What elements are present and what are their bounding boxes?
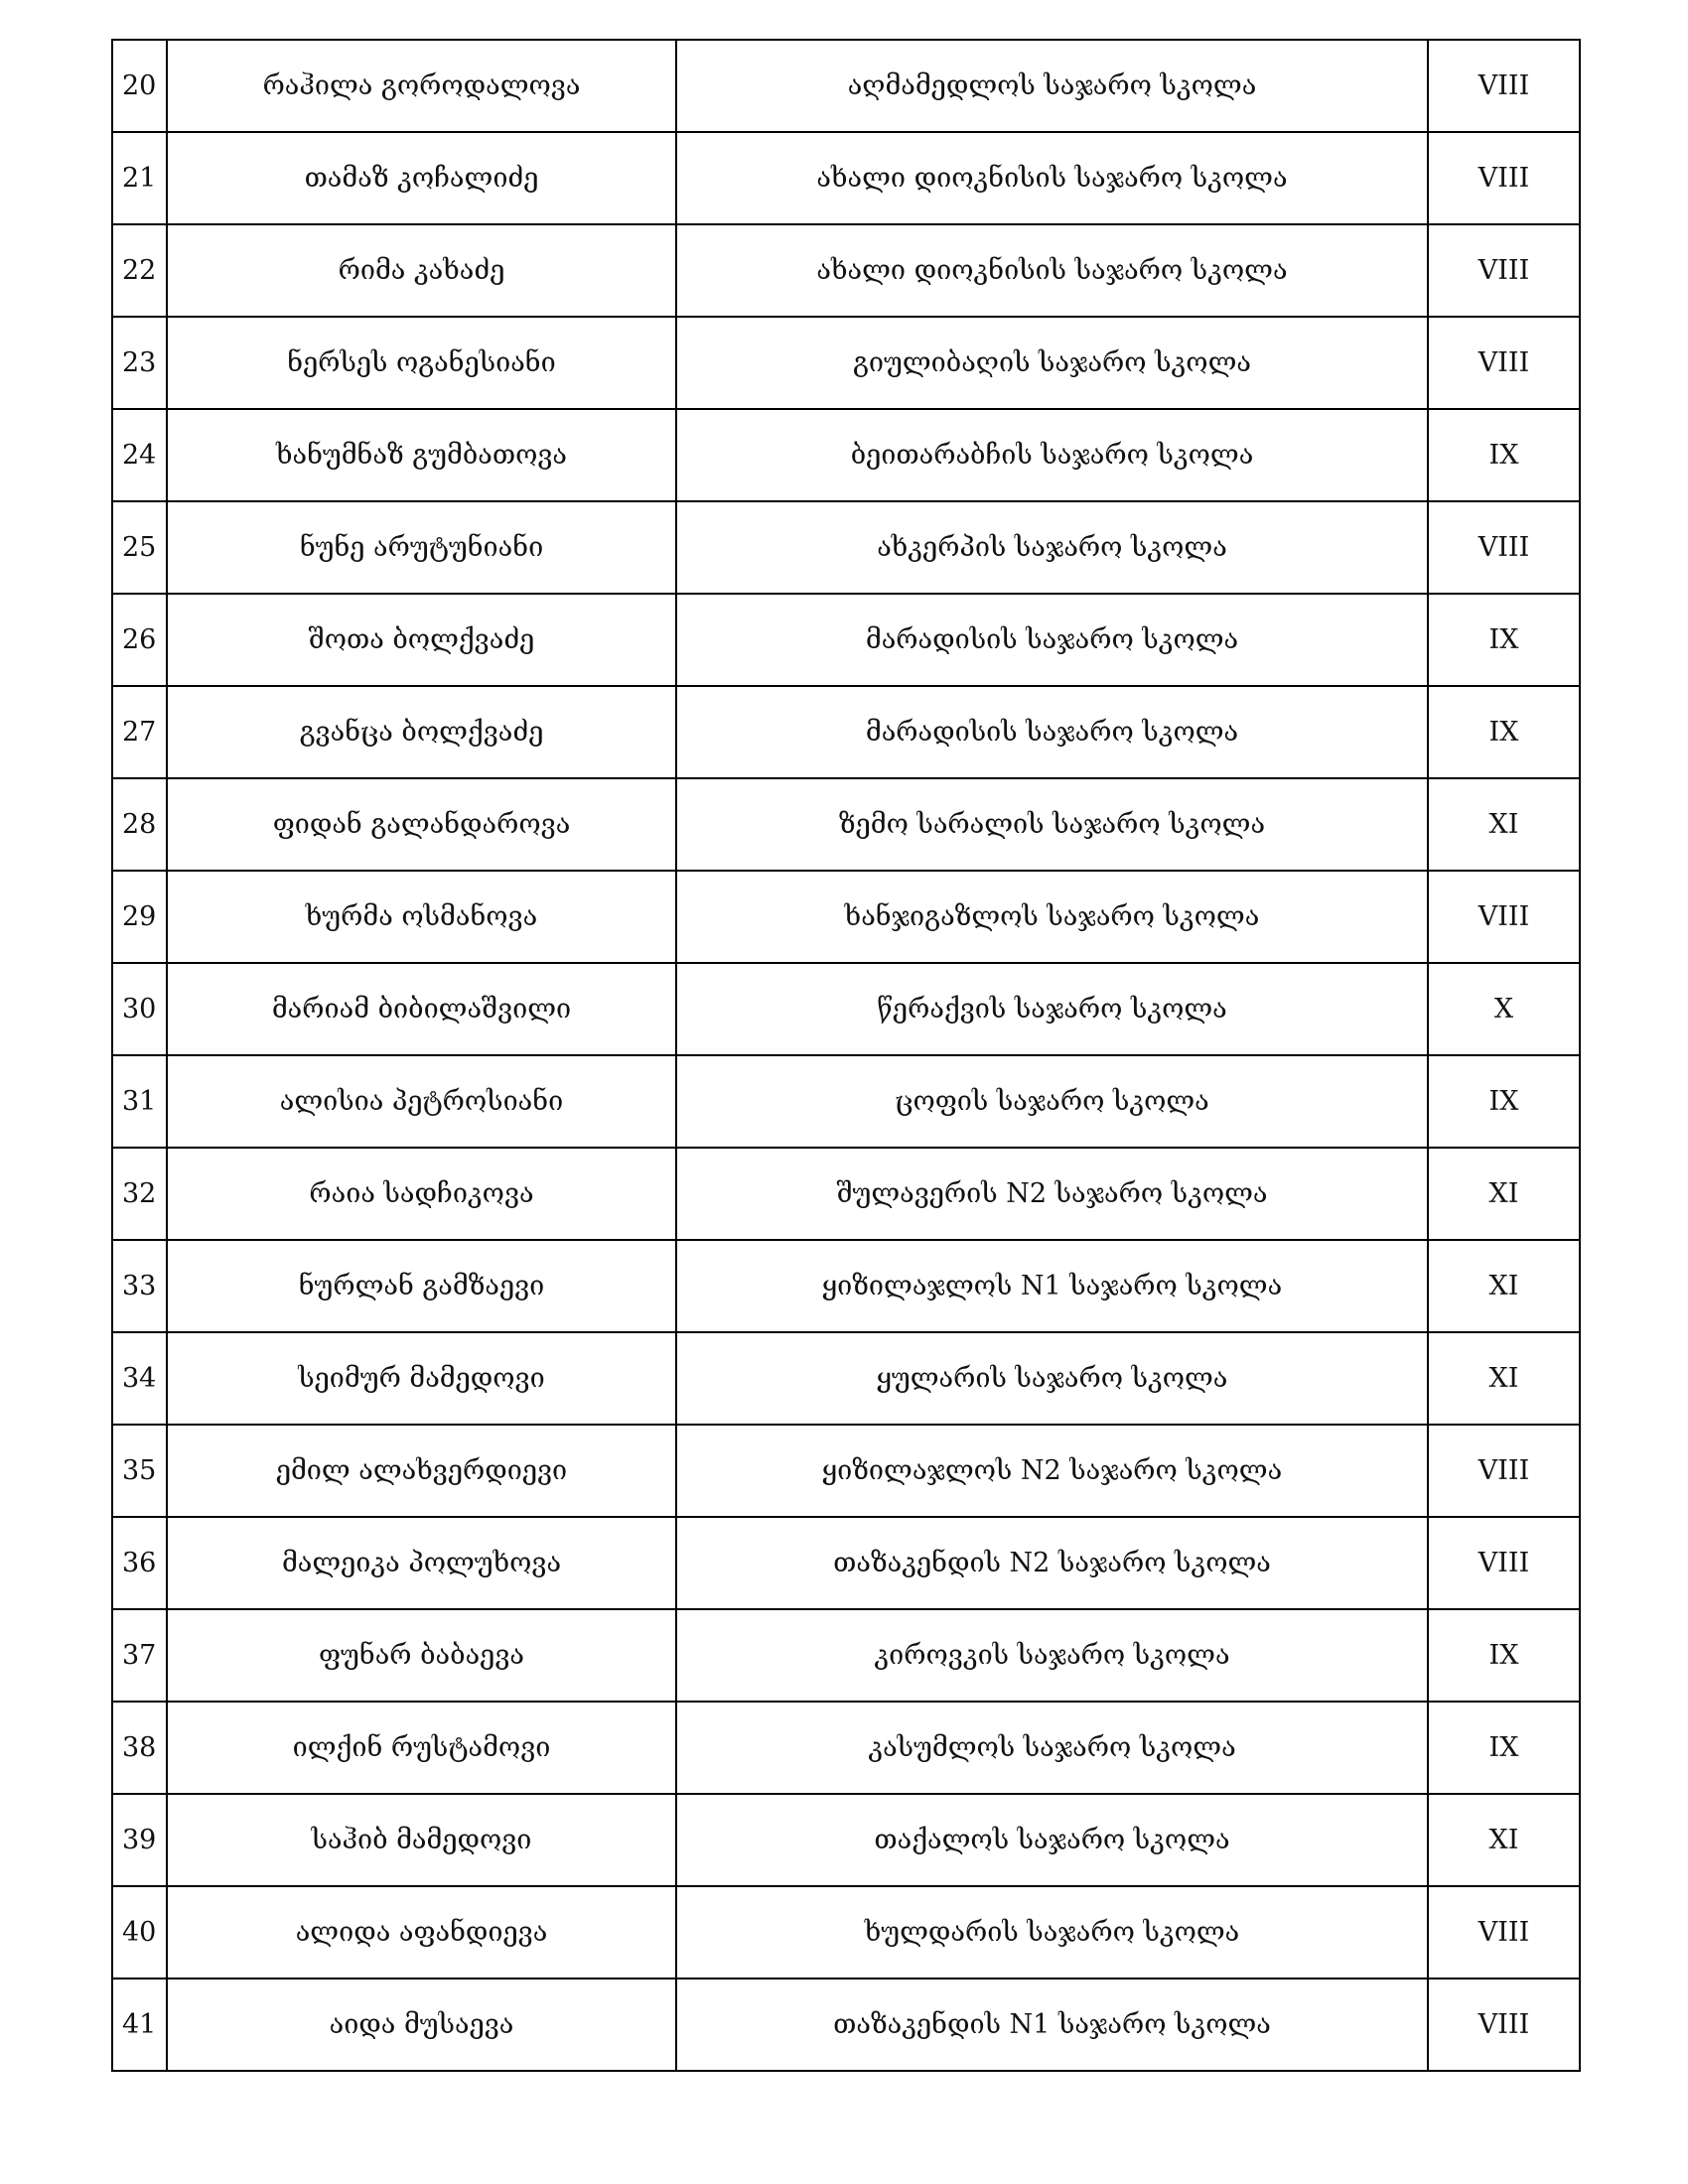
- school-name-cell: თაზაკენდის N2 საჯარო სკოლა: [676, 1517, 1428, 1609]
- table-row: [112, 1979, 1580, 2071]
- student-name-cell: ნურლან გამზაევი: [167, 1240, 676, 1332]
- row-number-cell: 29: [112, 871, 167, 963]
- table-row: [112, 501, 1580, 594]
- row-number-cell: 32: [112, 1148, 167, 1240]
- grade-cell: VIII: [1428, 1886, 1580, 1979]
- school-name-cell: გიულიბაღის საჯარო სკოლა: [676, 317, 1428, 409]
- student-name-cell: ხანუმნაზ გუმბათოვა: [167, 409, 676, 501]
- table-row: [112, 1240, 1580, 1332]
- table-row: [112, 963, 1580, 1055]
- table-row: [112, 686, 1580, 778]
- row-number-cell: 20: [112, 40, 167, 132]
- table-row: [112, 317, 1580, 409]
- participants-table: [111, 39, 1581, 2072]
- student-name-cell: მალეიკა პოლუხოვა: [167, 1517, 676, 1609]
- row-number-cell: 30: [112, 963, 167, 1055]
- grade-cell: VIII: [1428, 132, 1580, 224]
- grade-cell: VIII: [1428, 871, 1580, 963]
- row-number-cell: 21: [112, 132, 167, 224]
- student-name-cell: საჰიბ მამედოვი: [167, 1794, 676, 1886]
- table-row: [112, 1055, 1580, 1148]
- student-name-cell: ემილ ალახვერდიევი: [167, 1425, 676, 1517]
- grade-cell: XI: [1428, 1148, 1580, 1240]
- grade-cell: VIII: [1428, 317, 1580, 409]
- grade-cell: VIII: [1428, 1425, 1580, 1517]
- school-name-cell: შულავერის N2 საჯარო სკოლა: [676, 1148, 1428, 1240]
- school-name-cell: მარადისის საჯარო სკოლა: [676, 594, 1428, 686]
- grade-cell: IX: [1428, 594, 1580, 686]
- row-number-cell: 41: [112, 1979, 167, 2071]
- student-name-cell: შოთა ბოლქვაძე: [167, 594, 676, 686]
- school-name-cell: ახალი დიოკნისის საჯარო სკოლა: [676, 224, 1428, 317]
- school-name-cell: მარადისის საჯარო სკოლა: [676, 686, 1428, 778]
- school-name-cell: კასუმლოს საჯარო სკოლა: [676, 1702, 1428, 1794]
- grade-cell: IX: [1428, 686, 1580, 778]
- school-name-cell: აღმამედლოს საჯარო სკოლა: [676, 40, 1428, 132]
- row-number-cell: 38: [112, 1702, 167, 1794]
- row-number-cell: 27: [112, 686, 167, 778]
- student-name-cell: ნერსეს ოგანესიანი: [167, 317, 676, 409]
- student-name-cell: ფიდან გალანდაროვა: [167, 778, 676, 871]
- grade-cell: XI: [1428, 778, 1580, 871]
- table-row: [112, 871, 1580, 963]
- grade-cell: XI: [1428, 1240, 1580, 1332]
- table-row: [112, 132, 1580, 224]
- row-number-cell: 28: [112, 778, 167, 871]
- table-row: [112, 1702, 1580, 1794]
- grade-cell: VIII: [1428, 1979, 1580, 2071]
- row-number-cell: 34: [112, 1332, 167, 1425]
- student-name-cell: თამაზ კოჩალიძე: [167, 132, 676, 224]
- grade-cell: VIII: [1428, 501, 1580, 594]
- school-name-cell: ხულდარის საჯარო სკოლა: [676, 1886, 1428, 1979]
- student-name-cell: აიდა მუსაევა: [167, 1979, 676, 2071]
- grade-cell: XI: [1428, 1332, 1580, 1425]
- table-row: [112, 1425, 1580, 1517]
- table-row: [112, 1794, 1580, 1886]
- school-name-cell: ზემო სარალის საჯარო სკოლა: [676, 778, 1428, 871]
- grade-cell: XI: [1428, 1794, 1580, 1886]
- student-name-cell: ილქინ რუსტამოვი: [167, 1702, 676, 1794]
- school-name-cell: ბეითარაბჩის საჯარო სკოლა: [676, 409, 1428, 501]
- school-name-cell: წერაქვის საჯარო სკოლა: [676, 963, 1428, 1055]
- student-name-cell: ფუნარ ბაბაევა: [167, 1609, 676, 1702]
- row-number-cell: 39: [112, 1794, 167, 1886]
- student-name-cell: რაჰილა გოროდალოვა: [167, 40, 676, 132]
- grade-cell: VIII: [1428, 224, 1580, 317]
- table-row: [112, 409, 1580, 501]
- row-number-cell: 25: [112, 501, 167, 594]
- row-number-cell: 40: [112, 1886, 167, 1979]
- row-number-cell: 33: [112, 1240, 167, 1332]
- row-number-cell: 37: [112, 1609, 167, 1702]
- table-row: [112, 778, 1580, 871]
- student-name-cell: რაია სადჩიკოვა: [167, 1148, 676, 1240]
- school-name-cell: ახკერპის საჯარო სკოლა: [676, 501, 1428, 594]
- row-number-cell: 36: [112, 1517, 167, 1609]
- row-number-cell: 31: [112, 1055, 167, 1148]
- school-name-cell: ახალი დიოკნისის საჯარო სკოლა: [676, 132, 1428, 224]
- table-row: [112, 224, 1580, 317]
- table-row: [112, 1609, 1580, 1702]
- student-name-cell: სეიმურ მამედოვი: [167, 1332, 676, 1425]
- school-name-cell: ყიზილაჯლოს N2 საჯარო სკოლა: [676, 1425, 1428, 1517]
- grade-cell: IX: [1428, 1055, 1580, 1148]
- student-name-cell: ალიდა აფანდიევა: [167, 1886, 676, 1979]
- student-name-cell: რიმა კახაძე: [167, 224, 676, 317]
- school-name-cell: კიროვკის საჯარო სკოლა: [676, 1609, 1428, 1702]
- table-row: [112, 1332, 1580, 1425]
- school-name-cell: ყიზილაჯლოს N1 საჯარო სკოლა: [676, 1240, 1428, 1332]
- row-number-cell: 35: [112, 1425, 167, 1517]
- row-number-cell: 24: [112, 409, 167, 501]
- school-name-cell: თაქალოს საჯარო სკოლა: [676, 1794, 1428, 1886]
- grade-cell: VIII: [1428, 1517, 1580, 1609]
- row-number-cell: 22: [112, 224, 167, 317]
- table-row: [112, 1886, 1580, 1979]
- student-name-cell: ხურმა ოსმანოვა: [167, 871, 676, 963]
- grade-cell: X: [1428, 963, 1580, 1055]
- participants-table-body: [112, 40, 1580, 2071]
- table-row: [112, 1148, 1580, 1240]
- table-row: [112, 40, 1580, 132]
- student-name-cell: ნუნე არუტუნიანი: [167, 501, 676, 594]
- school-name-cell: ცოფის საჯარო სკოლა: [676, 1055, 1428, 1148]
- grade-cell: IX: [1428, 409, 1580, 501]
- student-name-cell: გვანცა ბოლქვაძე: [167, 686, 676, 778]
- table-row: [112, 1517, 1580, 1609]
- grade-cell: IX: [1428, 1609, 1580, 1702]
- grade-cell: VIII: [1428, 40, 1580, 132]
- school-name-cell: თაზაკენდის N1 საჯარო სკოლა: [676, 1979, 1428, 2071]
- student-name-cell: მარიამ ბიბილაშვილი: [167, 963, 676, 1055]
- row-number-cell: 23: [112, 317, 167, 409]
- grade-cell: IX: [1428, 1702, 1580, 1794]
- school-name-cell: ყულარის საჯარო სკოლა: [676, 1332, 1428, 1425]
- student-name-cell: ალისია პეტროსიანი: [167, 1055, 676, 1148]
- school-name-cell: ხანჯიგაზლოს საჯარო სკოლა: [676, 871, 1428, 963]
- row-number-cell: 26: [112, 594, 167, 686]
- table-row: [112, 594, 1580, 686]
